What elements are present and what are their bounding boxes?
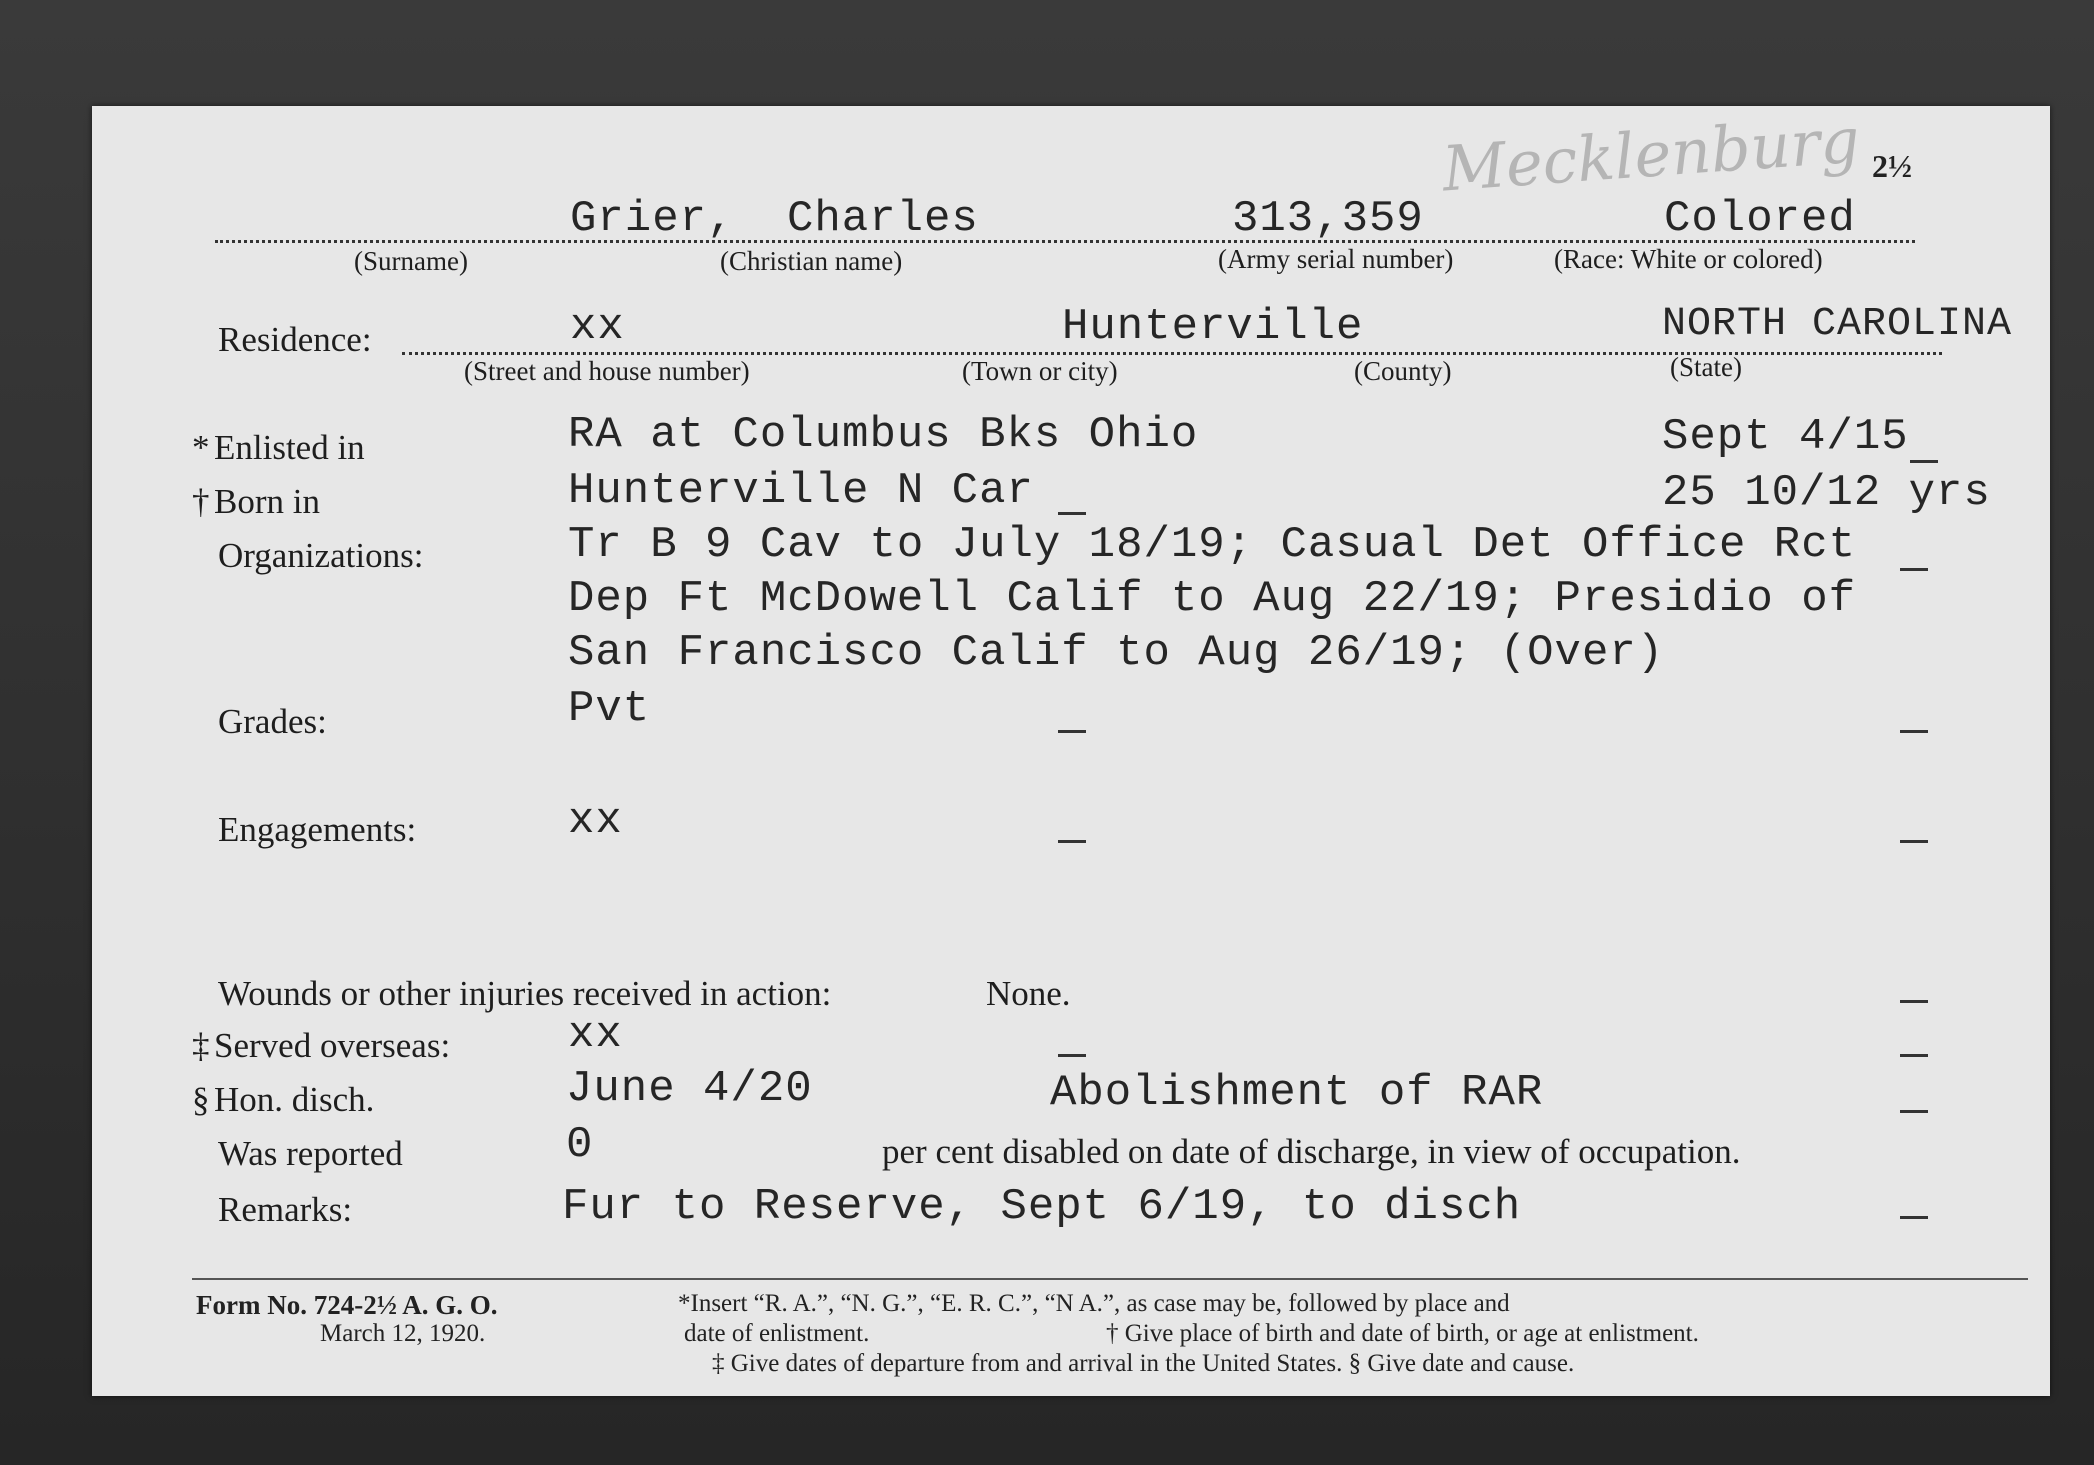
born-label: Born in bbox=[214, 482, 320, 521]
surname-caption: (Surname) bbox=[354, 246, 468, 276]
residence-label: Residence: bbox=[218, 320, 372, 359]
grades-label: Grades: bbox=[218, 702, 327, 741]
grades-value: Pvt bbox=[568, 684, 651, 734]
handwritten-county: Mecklenburg bbox=[1439, 103, 1862, 206]
christian-name-value: Charles bbox=[787, 194, 979, 244]
residence-street-value: xx bbox=[570, 302, 625, 352]
organizations-line-2: Dep Ft McDowell Calif to Aug 22/19; Presidio of bbox=[568, 574, 1857, 624]
organizations-label: Organizations: bbox=[218, 536, 424, 575]
engagements-label: Engagements: bbox=[218, 810, 417, 849]
wounds-value: None. bbox=[986, 974, 1071, 1013]
footnote-enlistment: *Insert “R. A.”, “N. G.”, “E. R. C.”, “N A.”, as case may be, followed by place and bbox=[678, 1290, 1510, 1317]
christian-name-caption: (Christian name) bbox=[720, 246, 903, 276]
residence-town-value: Hunterville bbox=[1062, 302, 1364, 352]
line-end-mark bbox=[1058, 512, 1086, 515]
remarks-label: Remarks: bbox=[218, 1190, 353, 1229]
line-end-mark bbox=[1058, 840, 1086, 843]
line-end-mark bbox=[1900, 840, 1928, 843]
corner-number: 2½ bbox=[1872, 148, 1912, 184]
reported-text: per cent disabled on date of discharge, in view of occupation. bbox=[882, 1132, 1741, 1171]
remarks-value: Fur to Reserve, Sept 6/19, to disch bbox=[562, 1182, 1522, 1232]
street-caption: (Street and house number) bbox=[464, 356, 750, 386]
reported-label: Was reported bbox=[218, 1134, 403, 1173]
residence-state-value: NORTH CAROLINA bbox=[1662, 302, 2013, 347]
born-age: 25 10/12 yrs bbox=[1662, 468, 1991, 518]
footnote-enlistment-cont: date of enlistment. bbox=[684, 1320, 870, 1347]
line-end-mark bbox=[1900, 730, 1928, 733]
line-end-mark bbox=[1058, 1054, 1086, 1057]
service-record-card bbox=[92, 103, 2050, 1396]
hon-disch-mark: § bbox=[192, 1080, 210, 1119]
organizations-line-1: Tr B 9 Cav to July 18/19; Casual Det Office Rct bbox=[568, 520, 1857, 570]
serial-number-caption: (Army serial number) bbox=[1218, 244, 1454, 274]
overseas-value: xx bbox=[568, 1010, 623, 1060]
footnote-birth: † Give place of birth and date of birth, or age at enlistment. bbox=[1106, 1320, 1699, 1347]
line-end-mark bbox=[1900, 1216, 1928, 1219]
born-mark: † bbox=[192, 482, 210, 521]
line-end-mark bbox=[1910, 460, 1938, 463]
line-end-mark bbox=[1900, 1000, 1928, 1003]
hon-disch-date: June 4/20 bbox=[566, 1064, 813, 1114]
race-caption: (Race: White or colored) bbox=[1554, 244, 1823, 274]
enlisted-label: Enlisted in bbox=[214, 428, 365, 467]
enlisted-value: RA at Columbus Bks Ohio bbox=[568, 410, 1199, 460]
overseas-mark: ‡ bbox=[192, 1026, 210, 1065]
engagements-value: xx bbox=[568, 796, 623, 846]
enlisted-mark: * bbox=[192, 428, 210, 467]
enlisted-date: Sept 4/15 bbox=[1662, 412, 1909, 462]
form-date: March 12, 1920. bbox=[320, 1320, 486, 1347]
state-caption: (State) bbox=[1670, 352, 1742, 382]
footer-rule bbox=[192, 1278, 2028, 1280]
town-caption: (Town or city) bbox=[962, 356, 1118, 386]
reported-value: 0 bbox=[566, 1120, 594, 1170]
serial-number-value: 313,359 bbox=[1232, 194, 1424, 244]
line-end-mark bbox=[1900, 1110, 1928, 1113]
footnote-overseas: ‡ Give dates of departure from and arrival in the United States. § Give date and cause. bbox=[712, 1350, 1575, 1377]
born-value: Hunterville N Car bbox=[568, 466, 1034, 516]
hon-disch-label: Hon. disch. bbox=[214, 1080, 375, 1119]
form-number: Form No. 724-2½ A. G. O. bbox=[196, 1290, 498, 1320]
overseas-label: Served overseas: bbox=[214, 1026, 451, 1065]
hon-disch-cause: Abolishment of RAR bbox=[1050, 1068, 1544, 1118]
organizations-line-3: San Francisco Calif to Aug 26/19; (Over) bbox=[568, 628, 1665, 678]
line-end-mark bbox=[1058, 730, 1086, 733]
line-end-mark bbox=[1900, 1054, 1928, 1057]
line-end-mark bbox=[1900, 568, 1928, 571]
county-caption: (County) bbox=[1354, 356, 1452, 386]
name-dotted-line bbox=[215, 240, 1915, 243]
surname-value: Grier, bbox=[570, 194, 735, 244]
wounds-label: Wounds or other injuries received in action: bbox=[218, 974, 832, 1013]
race-value: Colored bbox=[1664, 194, 1856, 244]
